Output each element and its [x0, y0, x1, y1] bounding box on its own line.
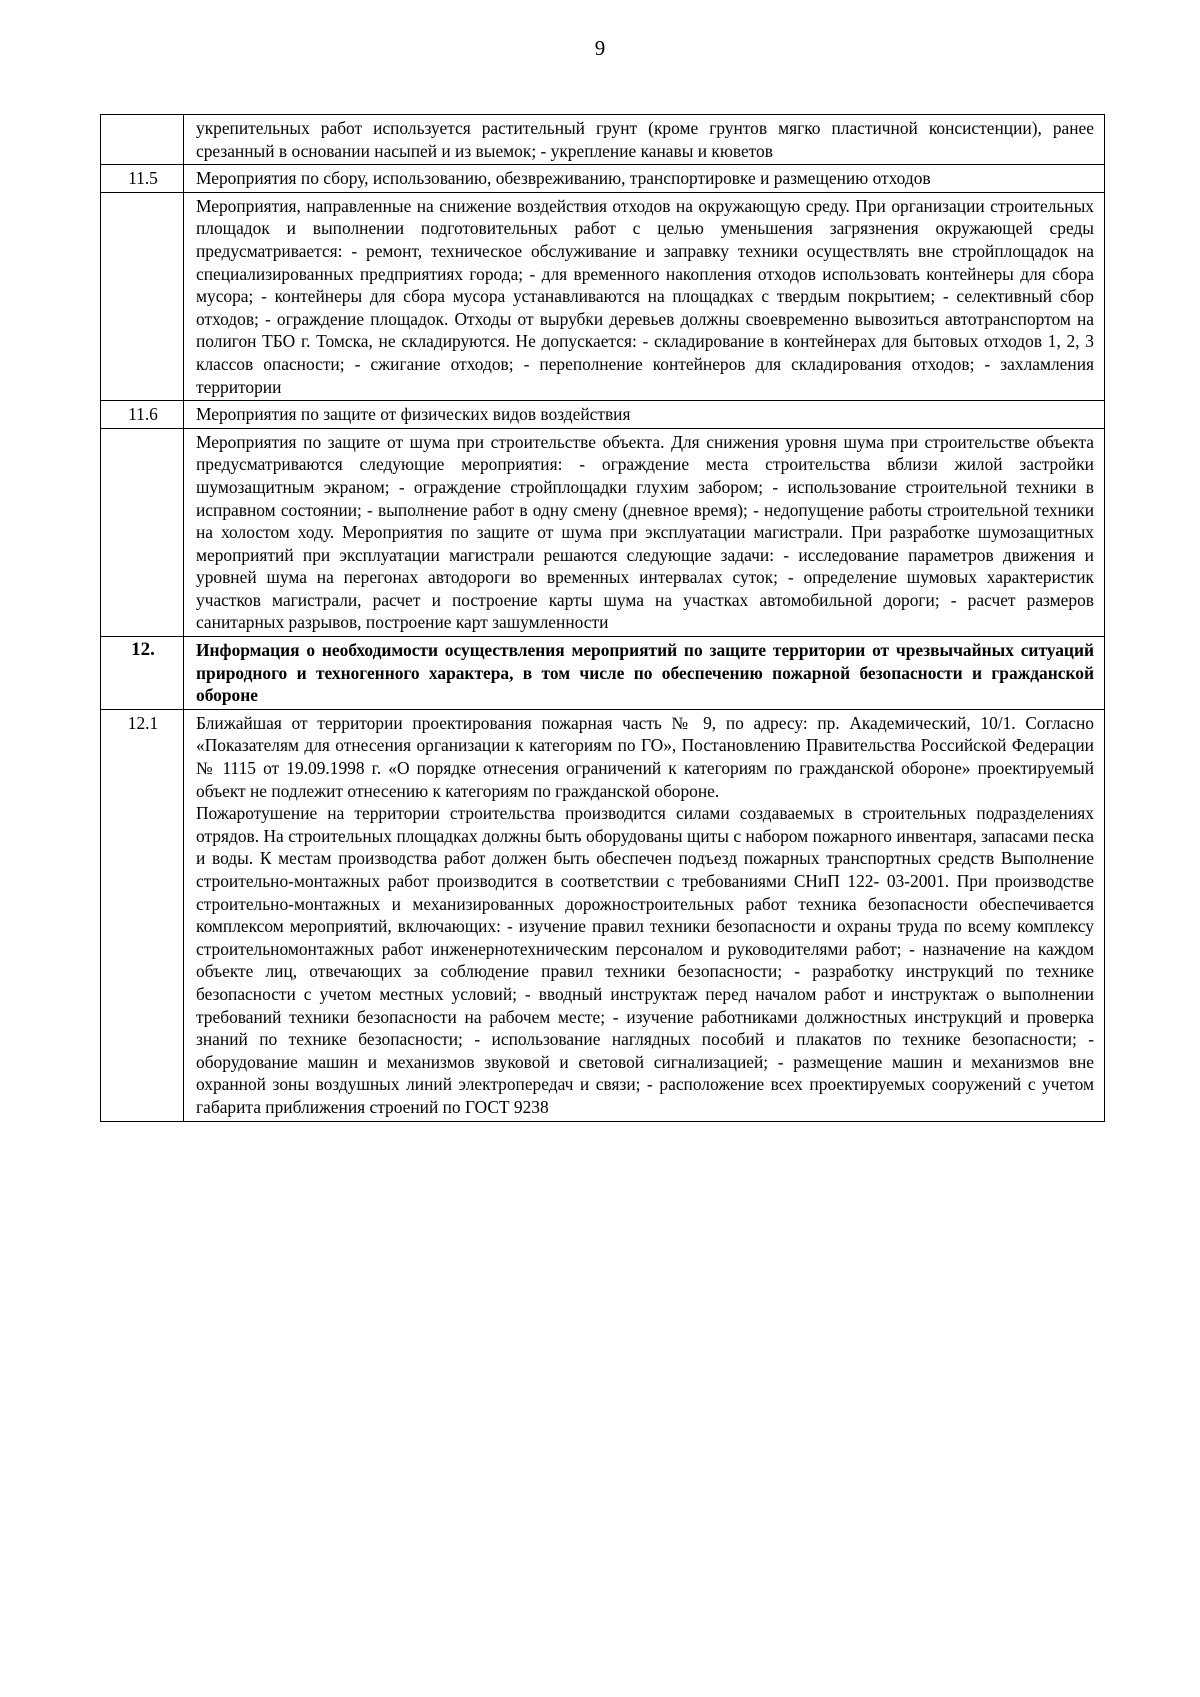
section-number [101, 428, 184, 636]
section-number: 11.5 [101, 165, 184, 193]
table-row [101, 428, 1105, 636]
document-table [100, 114, 1105, 1122]
table-row [101, 192, 1105, 400]
section-text [184, 192, 1105, 400]
section-number [101, 192, 184, 400]
section-text [184, 428, 1105, 636]
paragraph: Мероприятия, направленные на снижение воздействия отходов на окружающую среду. При организации строительных площадок и выполнении подготовительных работ с целью уменьшения загрязнения окружающей среды предусматривается: - ремонт, техническое обслуживание и заправку техники осуществлять вне стройплощадок на специализированных предприятиях города; - для временного накопления отходов использовать контейнеры для сбора мусора; - контейнеры для сбора мусора устанавливаются на площадках с твердым покрытием; - селективный сбор отходов; - ограждение площадок. Отходы от вырубки деревьев должны своевременно вывозиться автотранспортом на полигон ТБО г. Томска, не складируются. Не допускается: - складирование в контейнерах для бытовых отходов 1, 2, 3 классов опасности; - сжигание отходов; - переполнение контейнеров для складирования отходов; - захламления территории [196, 195, 1094, 397]
table-row [101, 637, 1105, 710]
paragraph: Мероприятия по защите от шума при строительстве объекта. Для снижения уровня шума при строительстве объекта предусматриваются следующие мероприятия: - ограждение места строительства вблизи жилой застройки шумозащитным экраном; - ограждение стройплощадки глухим забором; - использование строительной техники в исправном состоянии; - выполнение работ в одну смену (дневное время); - недопущение работы строительной техники на холостом ходу. Мероприятия по защите от шума при эксплуатации магистрали. При разработке шумозащитных мероприятий при эксплуатации магистрали решаются следующие задачи: - исследование параметров движения и уровней шума на перегонах автодороги во временных интервалах суток; - определение шумовых характеристик участков магистрали, расчет и построение карты шума на участках автомобильной дороги; - расчет размеров санитарных разрывов, построение карт зашумленности [196, 431, 1094, 633]
paragraph: Мероприятия по сбору, использованию, обезвреживанию, транспортировке и размещению отходов [196, 168, 931, 189]
paragraph: Пожаротушение на территории строительства производится силами создаваемых в строительных подразделениях отрядов. На строительных площадках должны быть оборудованы щиты с набором пожарного инвентаря, запасами песка и воды. К местам производства работ должен быть обеспечен подъезд пожарных транспортных средств Выполнение строительно-монтажных работ производится в соответствии с требованиями СНиП 122- 03-2001. При производстве строительно-монтажных и механизированных дорожностроительных работ техника безопасности обеспечивается комплексом мероприятий, включающих: - изучение правил техники безопасности и охраны труда по всему комплексу строительномонтажных работ инженернотехническим персоналом и руководителями работ; - назначение на каждом объекте лиц, отвечающих за соблюдение правил техники безопасности; - разработку инструкций по технике безопасности с учетом местных условий; - вводный инструктаж перед началом работ и инструктаж о выполнении требований техники безопасности на рабочем месте; - изучение работниками должностных инструкций и проверка знаний по технике безопасности; - использование наглядных пособий и плакатов по технике безопасности; - оборудование машин и механизмов звуковой и световой сигнализацией; - размещение машин и механизмов вне охранной зоны воздушных линий электропередач и связи; - расположение всех проектируемых сооружений с учетом габарита приближения строений по ГОСТ 9238 [196, 803, 1094, 1117]
page-number: 9 [594, 36, 606, 60]
section-text [184, 401, 1105, 429]
section-number: 12. [101, 637, 184, 710]
paragraph: Мероприятия по защите от физических видов воздействия [196, 404, 631, 425]
table-row [101, 115, 1105, 165]
paragraph: Ближайшая от территории проектирования пожарная часть № 9, по адресу: пр. Академический, 10/1. Согласно «Показателям для отнесения организации к категориям по ГО», Постановлению Правительства Российской Федерации № 1115 от 19.09.1998 г. «О порядке отнесения ограничений к категориям по гражданской обороне» проектируемый объект не подлежит отнесению к категориям по гражданской обороне. [196, 712, 1094, 801]
table-row [101, 165, 1105, 193]
section-text [184, 165, 1105, 193]
section-number: 12.1 [101, 709, 184, 1121]
section-number [101, 115, 184, 165]
paragraph: укрепительных работ используется растительный грунт (кроме грунтов мягко пластичной консистенции), ранее срезанный в основании насыпей и из выемок; - укрепление канавы и кюветов [196, 118, 1094, 161]
table-row [101, 709, 1105, 1121]
paragraph: Информация о необходимости осуществления мероприятий по защите территории от чрезвычайных ситуаций природного и техногенного характера, в том числе по обеспечению пожарной безопасности и гражданской обороне [196, 640, 1094, 706]
table-row [101, 401, 1105, 429]
document-table-body [101, 115, 1105, 1122]
section-text [184, 115, 1105, 165]
section-text [184, 709, 1105, 1121]
section-heading [184, 637, 1105, 710]
section-number: 11.6 [101, 401, 184, 429]
